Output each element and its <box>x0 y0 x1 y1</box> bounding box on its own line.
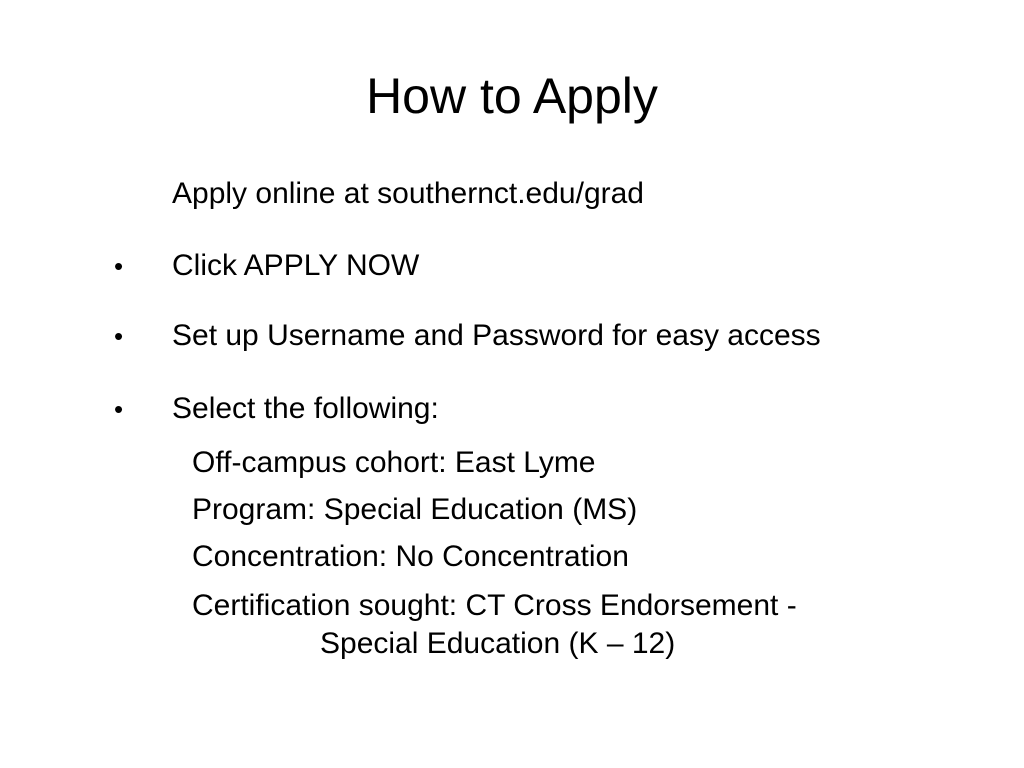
selection-program: Program: Special Education (MS) <box>192 493 638 526</box>
selection-concentration: Concentration: No Concentration <box>192 540 629 573</box>
bullet-2-marker: • <box>114 321 124 351</box>
selection-cohort: Off-campus cohort: East Lyme <box>192 446 596 479</box>
bullet-3-text: Select the following: <box>172 392 439 425</box>
slide-title: How to Apply <box>366 68 658 124</box>
bullet-1-marker: • <box>114 251 124 281</box>
bullet-1-text: Click APPLY NOW <box>172 249 420 282</box>
apply-online-text: Apply online at southernct.edu/grad <box>172 177 644 210</box>
selection-certification-continuation: Special Education (K – 12) <box>320 627 676 660</box>
bullet-2-text: Set up Username and Password for easy access <box>172 319 821 352</box>
bullet-3-marker: • <box>114 394 124 424</box>
selection-certification: Certification sought: CT Cross Endorsement - <box>192 589 797 622</box>
